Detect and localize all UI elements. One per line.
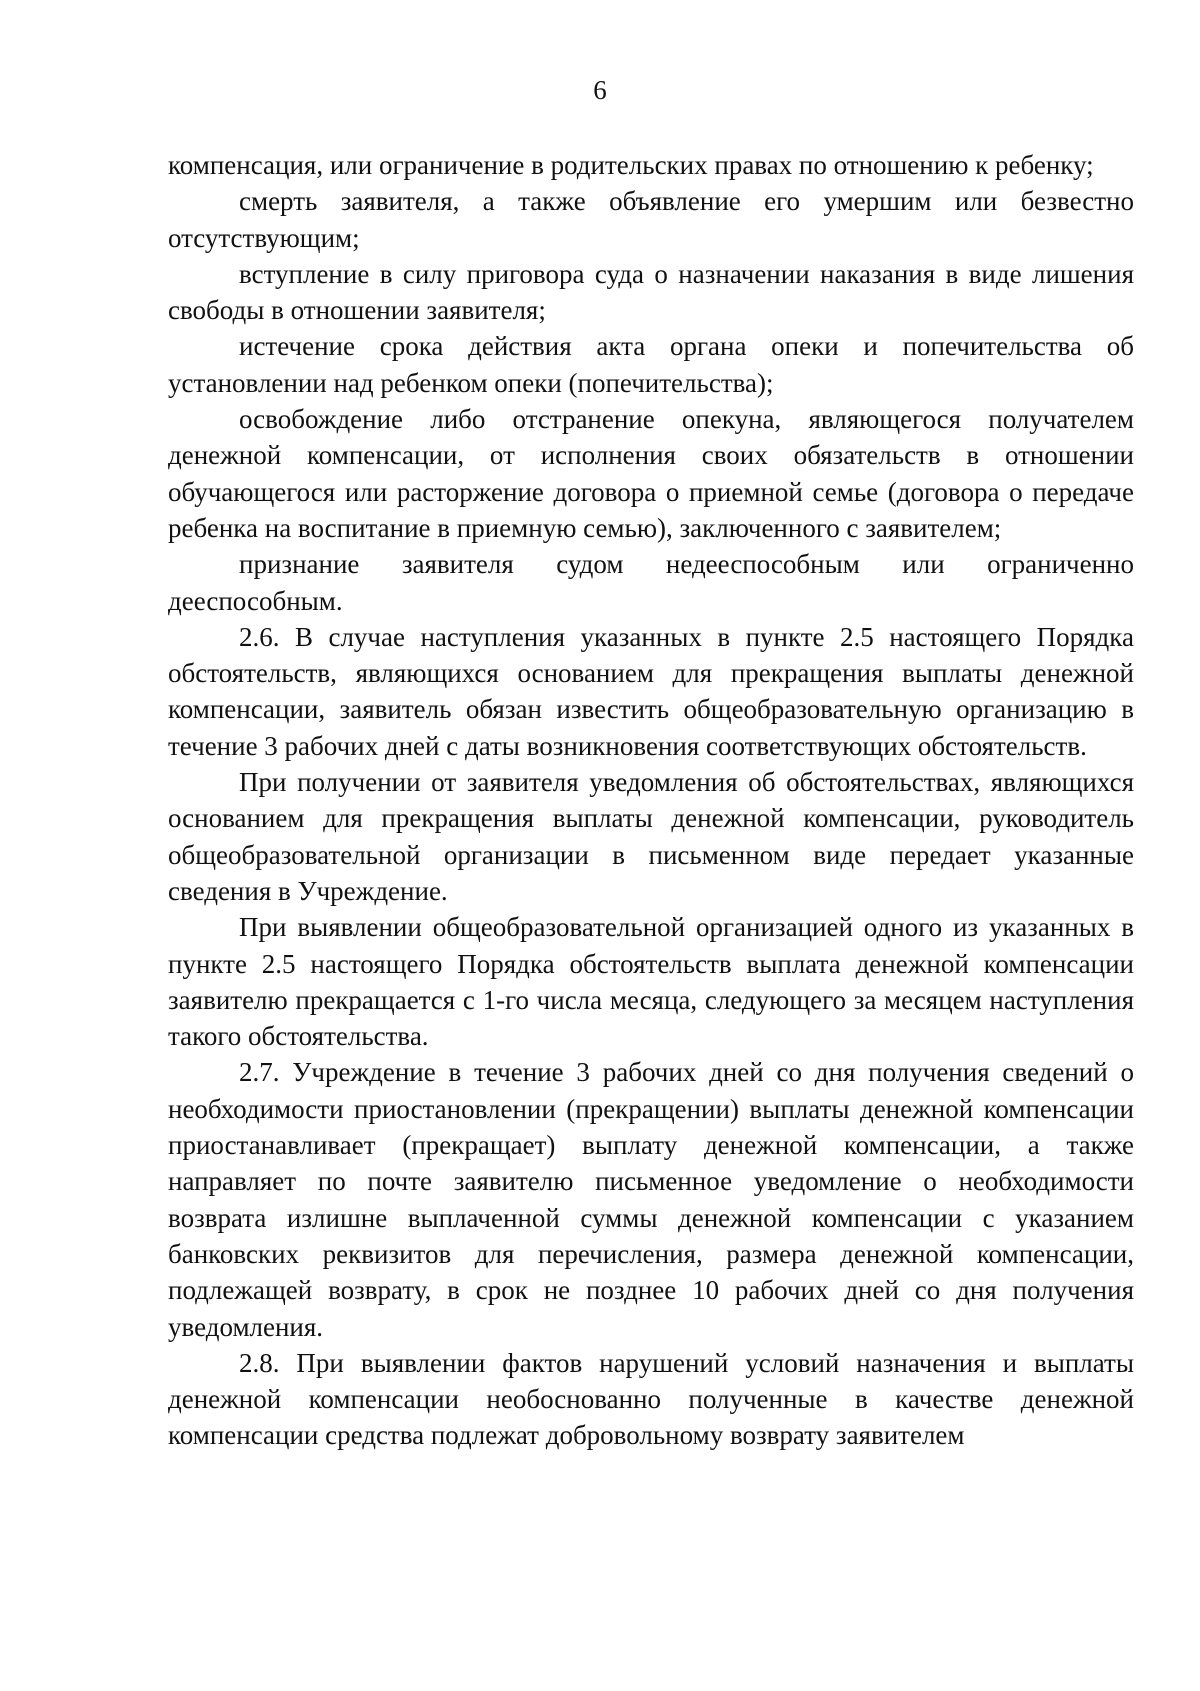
paragraph: смерть заявителя, а также объявление его умершим или безвестно отсутствующим;	[168, 186, 1134, 253]
paragraph: 2.6. В случае наступления указанных в пункте 2.5 настоящего Порядка обстоятельств, являющихся основанием для прекращения выплаты денежной компенсации, заявитель обязан известить общеобразовательную организацию в течение 3 рабочих дней с даты возникновения соответствующих обстоятельств.	[168, 621, 1134, 761]
page-number: 6	[593, 75, 607, 105]
document-body	[168, 147, 1134, 1454]
paragraph: освобождение либо отстранение опекуна, являющегося получателем денежной компенсации, от исполнения своих обязательств в отношении обучающегося или расторжение договора о приемной семье (договора о передаче ребенка на воспитание в приемную семью), заключенного с заявителем;	[168, 404, 1134, 543]
paragraph: истечение срока действия акта органа опеки и попечительства об установлении над ребенком опеки (попечительства);	[168, 331, 1134, 398]
paragraph: признание заявителя судом недееспособным или ограниченно дееспособным.	[168, 549, 1134, 616]
paragraph: вступление в силу приговора суда о назначении наказания в виде лишения свободы в отношении заявителя;	[168, 258, 1134, 326]
paragraph: При выявлении общеобразовательной организацией одного из указанных в пункте 2.5 настоящего Порядка обстоятельств выплата денежной компенсации заявителю прекращается с 1-го числа месяца, следующего за месяцем наступления такого обстоятельства.	[168, 912, 1134, 1052]
paragraph: При получении от заявителя уведомления об обстоятельствах, являющихся основанием для прекращения выплаты денежной компенсации, руководитель общеобразовательной организации в письменном виде передает указанные сведения в Учреждение.	[168, 767, 1134, 906]
paragraph: компенсация, или ограничение в родительских правах по отношению к ребенку;	[168, 150, 1094, 180]
paragraph: 2.7. Учреждение в течение 3 рабочих дней со дня получения сведений о необходимости приостановлении (прекращении) выплаты денежной компенсации приостанавливает (прекращает) выплату денежной компенсации, а также направляет по почте заявителю письменное уведомление о необходимости возврата излишне выплаченной суммы денежной компенсации с указанием банковских реквизитов для перечисления, размера денежной компенсации, подлежащей возврату, в срок не позднее 10 рабочих дней со дня получения уведомления.	[168, 1057, 1134, 1342]
paragraph: 2.8. При выявлении фактов нарушений условий назначения и выплаты денежной компенсации необоснованно полученные в качестве денежной компенсации средства подлежат добровольному возврату заявителем	[168, 1347, 1134, 1451]
